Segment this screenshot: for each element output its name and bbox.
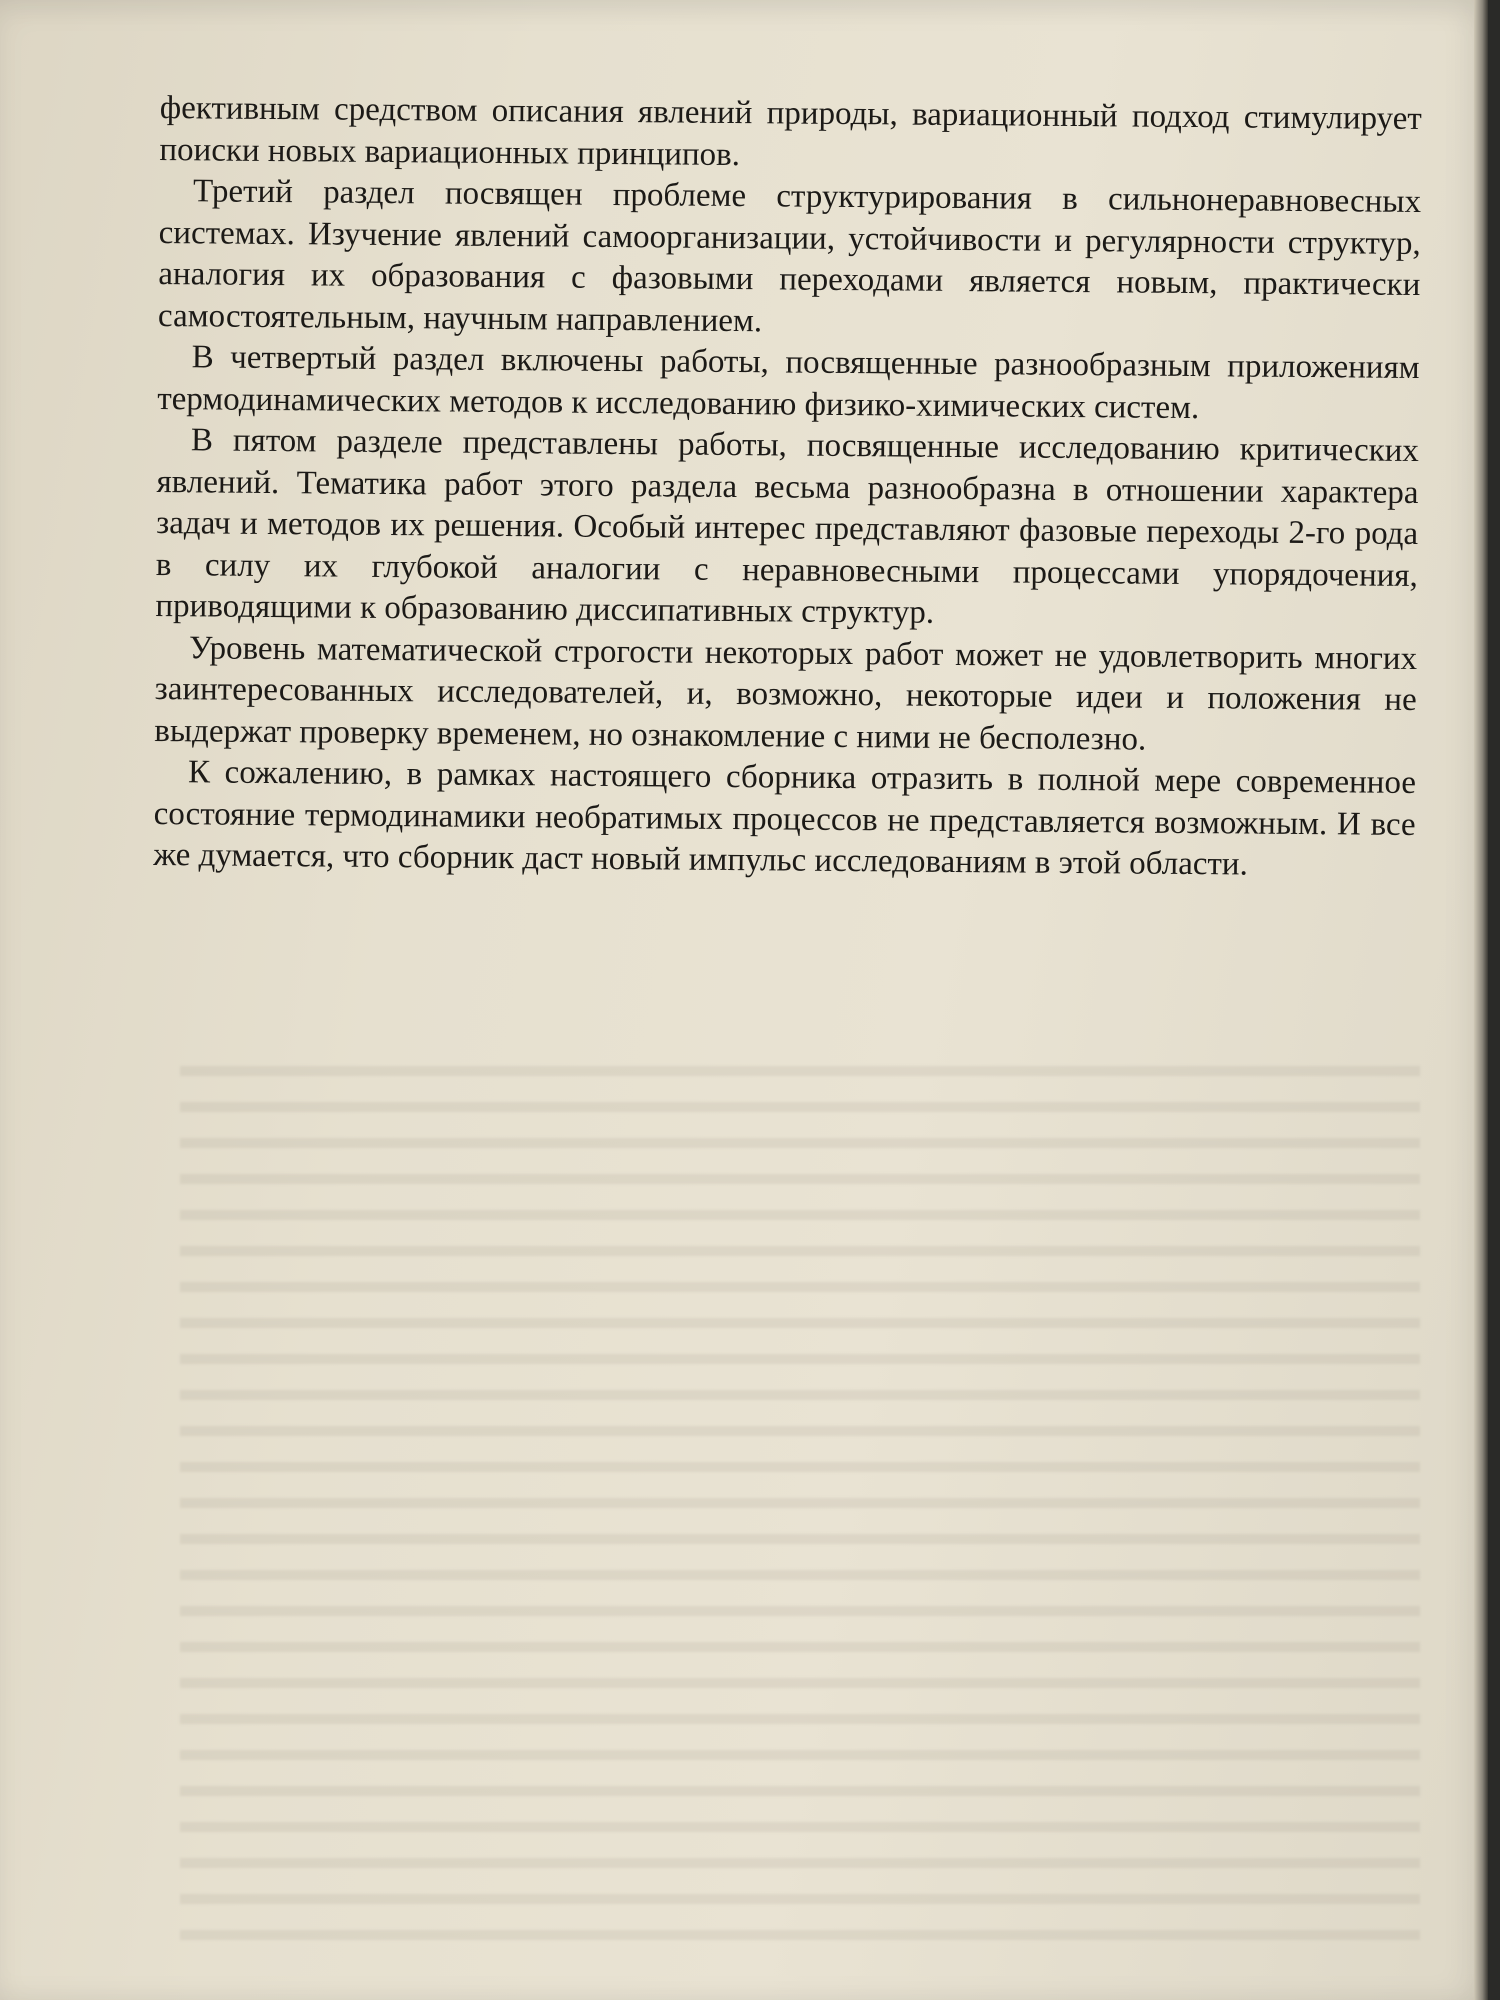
paragraph-fifth-section: В пятом разделе представлены работы, посвященные исследованию критических явлений. Тематика работ этого раздела весьма разнообразна в отношении характера задач и методов их решения. Особый интерес представляют фазовые переходы 2-го рода в силу их глубокой аналогии с неравновесными процессами упорядочения, приводящими к образованию диссипативных структур. (155, 422, 1420, 631)
page-edge (1474, 0, 1488, 2000)
paragraph-continuation: фективным средством описания явлений природы, вариационный подход стимулирует поиски новых вариационных принципов. (159, 89, 1422, 173)
paragraph-fourth-section: В четвертый раздел включены работы, посвященные разнообразным приложениям термодинамических методов к исследованию физико-химических систем. (157, 339, 1420, 426)
body-text (153, 88, 1422, 887)
paragraph-third-section: Третий раздел посвящен проблеме структурирования в сильнонеравновесных системах. Изучение явлений самоорганизации, устойчивости и регулярности структур, аналогия их образования с фазовыми переходами является новым, практически самостоятельным, научным направлением. (157, 173, 1422, 339)
paragraph-conclusion: К сожалению, в рамках настоящего сборника отразить в полной мере современное состояние термодинамики необратимых процессов не представляется возможным. И все же думается, что сборник даст новый импульс исследованиям в этой области. (153, 754, 1417, 883)
paragraph-rigor-level: Уровень математической строгости некоторых работ может не удовлетворить многих заинтересованных исследователей, и, возможно, некоторые идеи и положения не выдержат проверку временем, но ознакомление с ними не бесполезно. (154, 629, 1418, 758)
bleed-through-text (180, 1040, 1420, 1940)
